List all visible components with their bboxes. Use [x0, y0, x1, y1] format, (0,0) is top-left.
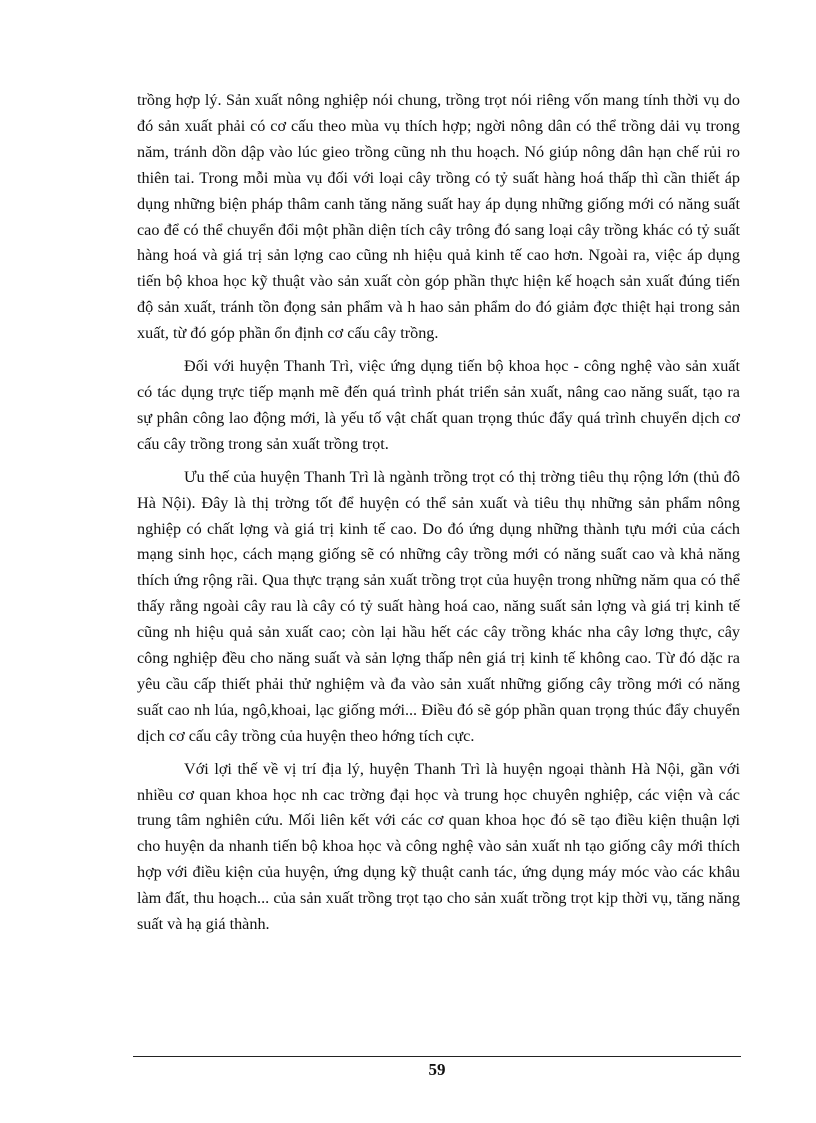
- paragraph-3: Ưu thế của huyện Thanh Trì là ngành trồng trọt có thị trờng tiêu thụ rộng lớn (thủ đô Hà Nội). Đây là thị trờng tốt để huyện có thể sản xuất và tiêu thụ những sản phẩm nông nghiệp có chất lợng và giá trị kinh tế cao. Do đó ứng dụng những thành tựu mới của cách mạng sinh học, cách mạng giống sẽ có những cây trồng mới có năng suất cao và khả năng thích ứng rộng rãi. Qua thực trạng sản xuất trồng trọt của huyện trong những năm qua có thể thấy rằng ngoài cây rau là cây có tỷ suất hàng hoá cao, năng suất sản lợng và giá trị kinh tế cũng nh hiệu quả sản xuất cao; còn lại hầu hết các cây trồng khác nha cây lơng thực, cây công nghiệp đều cho năng suất và sản lợng thấp nên giá trị kinh tế không cao. Từ đó dặc ra yêu cầu cấp thiết phải thử nghiệm và đa vào sản xuất những giống cây trồng mới có năng suất cao nh lúa, ngô,khoai, lạc giống mới... Điều đó sẽ góp phần quan trọng thúc đẩy chuyển dịch cơ cấu cây trồng của huyện theo hớng tích cực.: [137, 467, 740, 745]
- paragraph-1: trồng hợp lý. Sản xuất nông nghiệp nói chung, trồng trọt nói riêng vốn mang tính thời vụ do đó sản xuất phải có cơ cấu theo mùa vụ thích hợp; ngời nông dân có thể trồng dải vụ trong năm, tránh dồn dập vào lúc gieo trồng cũng nh thu hoạch. Nó giúp nông dân hạn chế rủi ro thiên tai. Trong mỗi mùa vụ đối với loại cây trồng có tỷ suất hàng hoá thấp thì cần thiết áp dụng những biện pháp thâm canh tăng năng suất hay áp dụng những giống mới có năng suất cao để có thể chuyển đổi một phần diện tích cây trông đó sang loại cây trồng khác có tỷ suất hàng hoá và giá trị sản lợng cao cũng nh hiệu quả kinh tế cao hơn. Ngoài ra, việc áp dụng tiến bộ khoa học kỹ thuật vào sản xuất còn góp phần thực hiện kế hoạch sản xuất đúng tiến độ sản xuất, tránh tồn đọng sản phẩm và h hao sản phẩm do đó giảm đợc thiệt hại trong sản xuất, từ đó góp phần ổn định cơ cấu cây trồng.: [137, 91, 740, 343]
- paragraph-2: Đối với huyện Thanh Trì, việc ứng dụng tiến bộ khoa học - công nghệ vào sản xuất có tác dụng trực tiếp mạnh mẽ đến quá trình phát triển sản xuất, nâng cao năng suất, tạo ra sự phân công lao động mới, là yếu tố vật chất quan trọng thúc đẩy quá trình chuyển dịch cơ cấu cây trồng trong sản xuất trồng trọt.: [137, 357, 740, 453]
- page-number: 59: [428, 1060, 446, 1079]
- footer-divider: [133, 1056, 741, 1057]
- document-body: [137, 88, 740, 945]
- paragraph-4: Với lợi thế về vị trí địa lý, huyện Thanh Trì là huyện ngoại thành Hà Nội, gần với nhiều cơ quan khoa học nh cac trờng đại học và trung học chuyên nghiệp, các viện và các trung tâm nghiên cứu. Mối liên kết với các cơ quan khoa học đó sẽ tạo điều kiện thuận lợi cho huyện da nhanh tiến bộ khoa học và công nghệ vào sản xuất nh tạo giống cây mới thích hợp với điều kiện của huyện, ứng dụng kỹ thuật canh tác, ứng dụng máy móc vào các khâu làm đất, thu hoạch... của sản xuất trồng trọt tạo cho sản xuất trồng trọt kịp thời vụ, tăng năng suất và hạ giá thành.: [137, 759, 740, 934]
